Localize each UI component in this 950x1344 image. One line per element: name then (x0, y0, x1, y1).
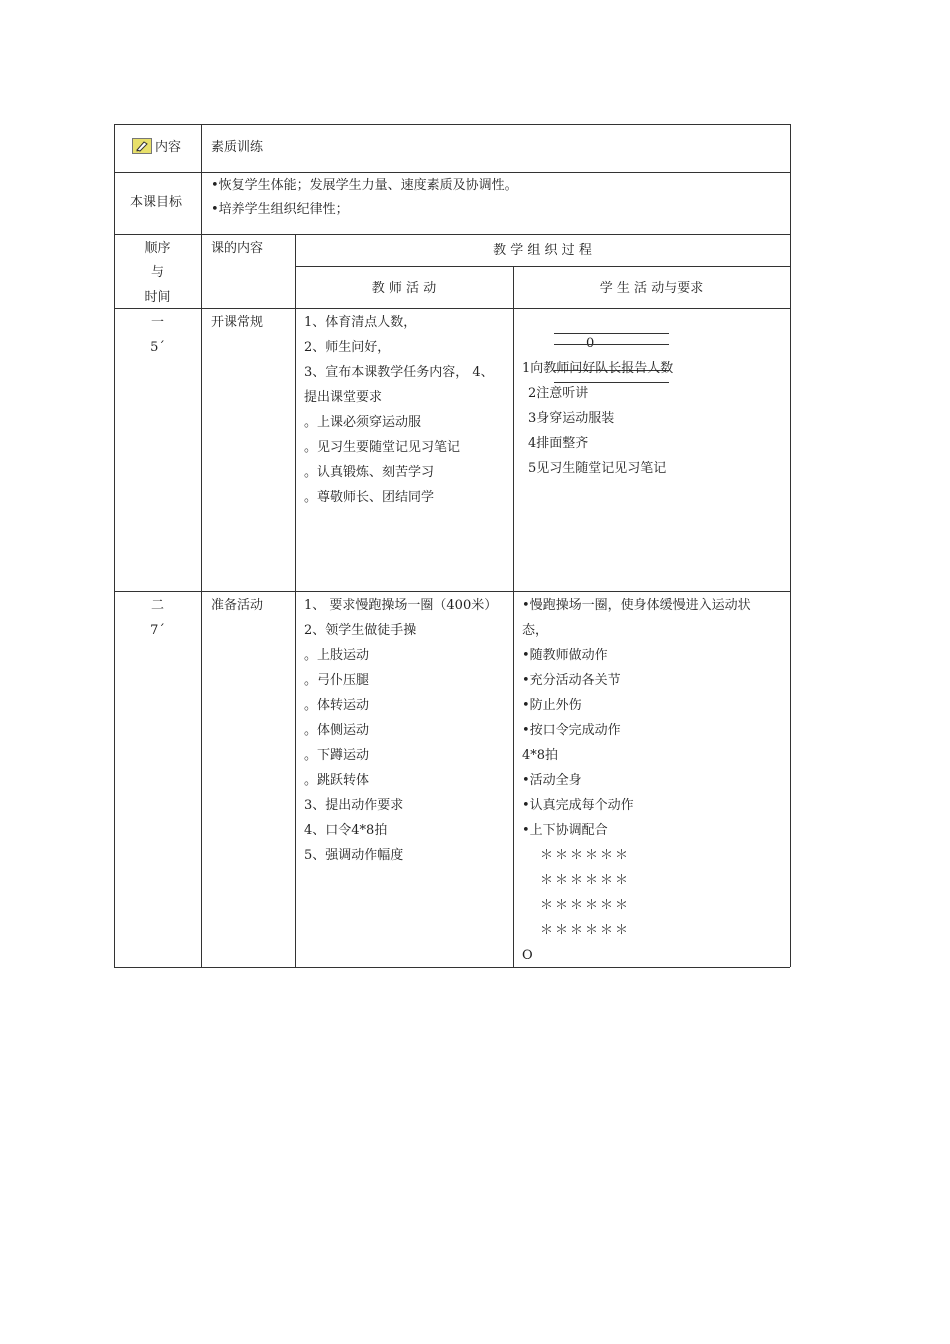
table-rule (114, 591, 790, 592)
teacher-position-marker: O (522, 948, 533, 963)
list-item: 。体侧运动 (304, 723, 370, 738)
list-item: 。体转运动 (304, 698, 370, 713)
table-rule (114, 172, 790, 173)
teacher-position-marker: 0 (586, 336, 595, 351)
table-rule (513, 266, 514, 967)
list-item: 1、体育清点人数， (304, 315, 417, 330)
list-item: 4排面整齐 (528, 436, 589, 451)
table-rule (295, 234, 296, 967)
list-item: •充分活动各关节 (522, 673, 621, 688)
goal-item: •恢复学生体能；发展学生力量、速度素质及协调性。 (211, 178, 518, 193)
list-item: 。跳跃转体 (304, 773, 370, 788)
formation-row: ＊＊＊＊＊＊ (540, 848, 631, 863)
list-item: 4*8拍 (522, 748, 559, 763)
list-item: •按口令完成动作 (522, 723, 621, 738)
list-item: 4、口令4*8拍 (304, 823, 388, 838)
formation-row: ＊＊＊＊＊＊ (540, 923, 631, 938)
student-header: 学 生 活 动与要求 (599, 281, 704, 296)
list-item: •慢跑操场一圈，使身体缓慢进入运动状 (522, 598, 751, 613)
order-header: 时间 (144, 290, 171, 305)
list-item: 态， (522, 623, 549, 638)
order-header: 与 (150, 265, 164, 280)
content-label: 内容 (155, 140, 182, 155)
list-item: 。认真锻炼、刻苦学习 (304, 465, 435, 480)
order-header: 顺序 (144, 241, 171, 256)
list-item: •认真完成每个动作 (522, 798, 634, 813)
list-item: 2、师生问好， (304, 340, 391, 355)
list-item: 1、 要求慢跑操场一圈（400米） (304, 598, 498, 613)
list-item: •防止外伤 (522, 698, 582, 713)
formation-line (554, 333, 669, 334)
teacher-header: 教 师 活 动 (371, 281, 437, 296)
list-item: 。见习生要随堂记见习笔记 (304, 440, 461, 455)
formation-row: ＊＊＊＊＊＊ (540, 898, 631, 913)
row-content: 准备活动 (211, 598, 264, 613)
table-border-top (114, 124, 790, 125)
list-item: 3身穿运动服装 (528, 411, 615, 426)
lesson-plan-table (114, 124, 790, 967)
formation-line (554, 382, 669, 383)
table-border-bottom (114, 967, 790, 968)
pencil-note-icon (132, 138, 152, 154)
process-header: 教 学 组 织 过 程 (493, 243, 592, 258)
list-item: 。上肢运动 (304, 648, 370, 663)
goal-item: •培养学生组织纪律性； (211, 202, 349, 217)
table-rule (295, 266, 790, 267)
list-item: 2、领学生做徒手操 (304, 623, 417, 638)
row-order: 一 (150, 315, 164, 330)
row-order: 二 (150, 598, 164, 613)
formation-line (554, 344, 669, 345)
row-time: 5´ (150, 340, 165, 355)
row-time: 7´ (150, 623, 165, 638)
list-item: 提出课堂要求 (304, 390, 383, 405)
table-rule (201, 124, 202, 967)
list-item: 5见习生随堂记见习笔记 (528, 461, 667, 476)
list-item: 2注意听讲 (528, 386, 589, 401)
list-item: 5、强调动作幅度 (304, 848, 404, 863)
row-content: 开课常规 (211, 315, 264, 330)
list-item: 3、提出动作要求 (304, 798, 404, 813)
table-rule (114, 308, 790, 309)
list-item: 。弓仆压腿 (304, 673, 370, 688)
list-item: •随教师做动作 (522, 648, 608, 663)
table-rule (114, 234, 790, 235)
content-value: 素质训练 (211, 140, 264, 155)
formation-row: ＊＊＊＊＊＊ (540, 873, 631, 888)
list-item: 。下蹲运动 (304, 748, 370, 763)
list-item: 。尊敬师长、团结同学 (304, 490, 435, 505)
list-item: 1向教师问好队长报告人数 (522, 361, 674, 376)
goal-label: 本课目标 (130, 195, 183, 210)
table-border-right (790, 124, 791, 967)
list-item: •活动全身 (522, 773, 582, 788)
list-item: 3、宣布本课教学任务内容， 4、 (304, 365, 494, 380)
lesson-content-header: 课的内容 (211, 241, 264, 256)
list-item: •上下协调配合 (522, 823, 608, 838)
list-item: 。上课必须穿运动服 (304, 415, 422, 430)
